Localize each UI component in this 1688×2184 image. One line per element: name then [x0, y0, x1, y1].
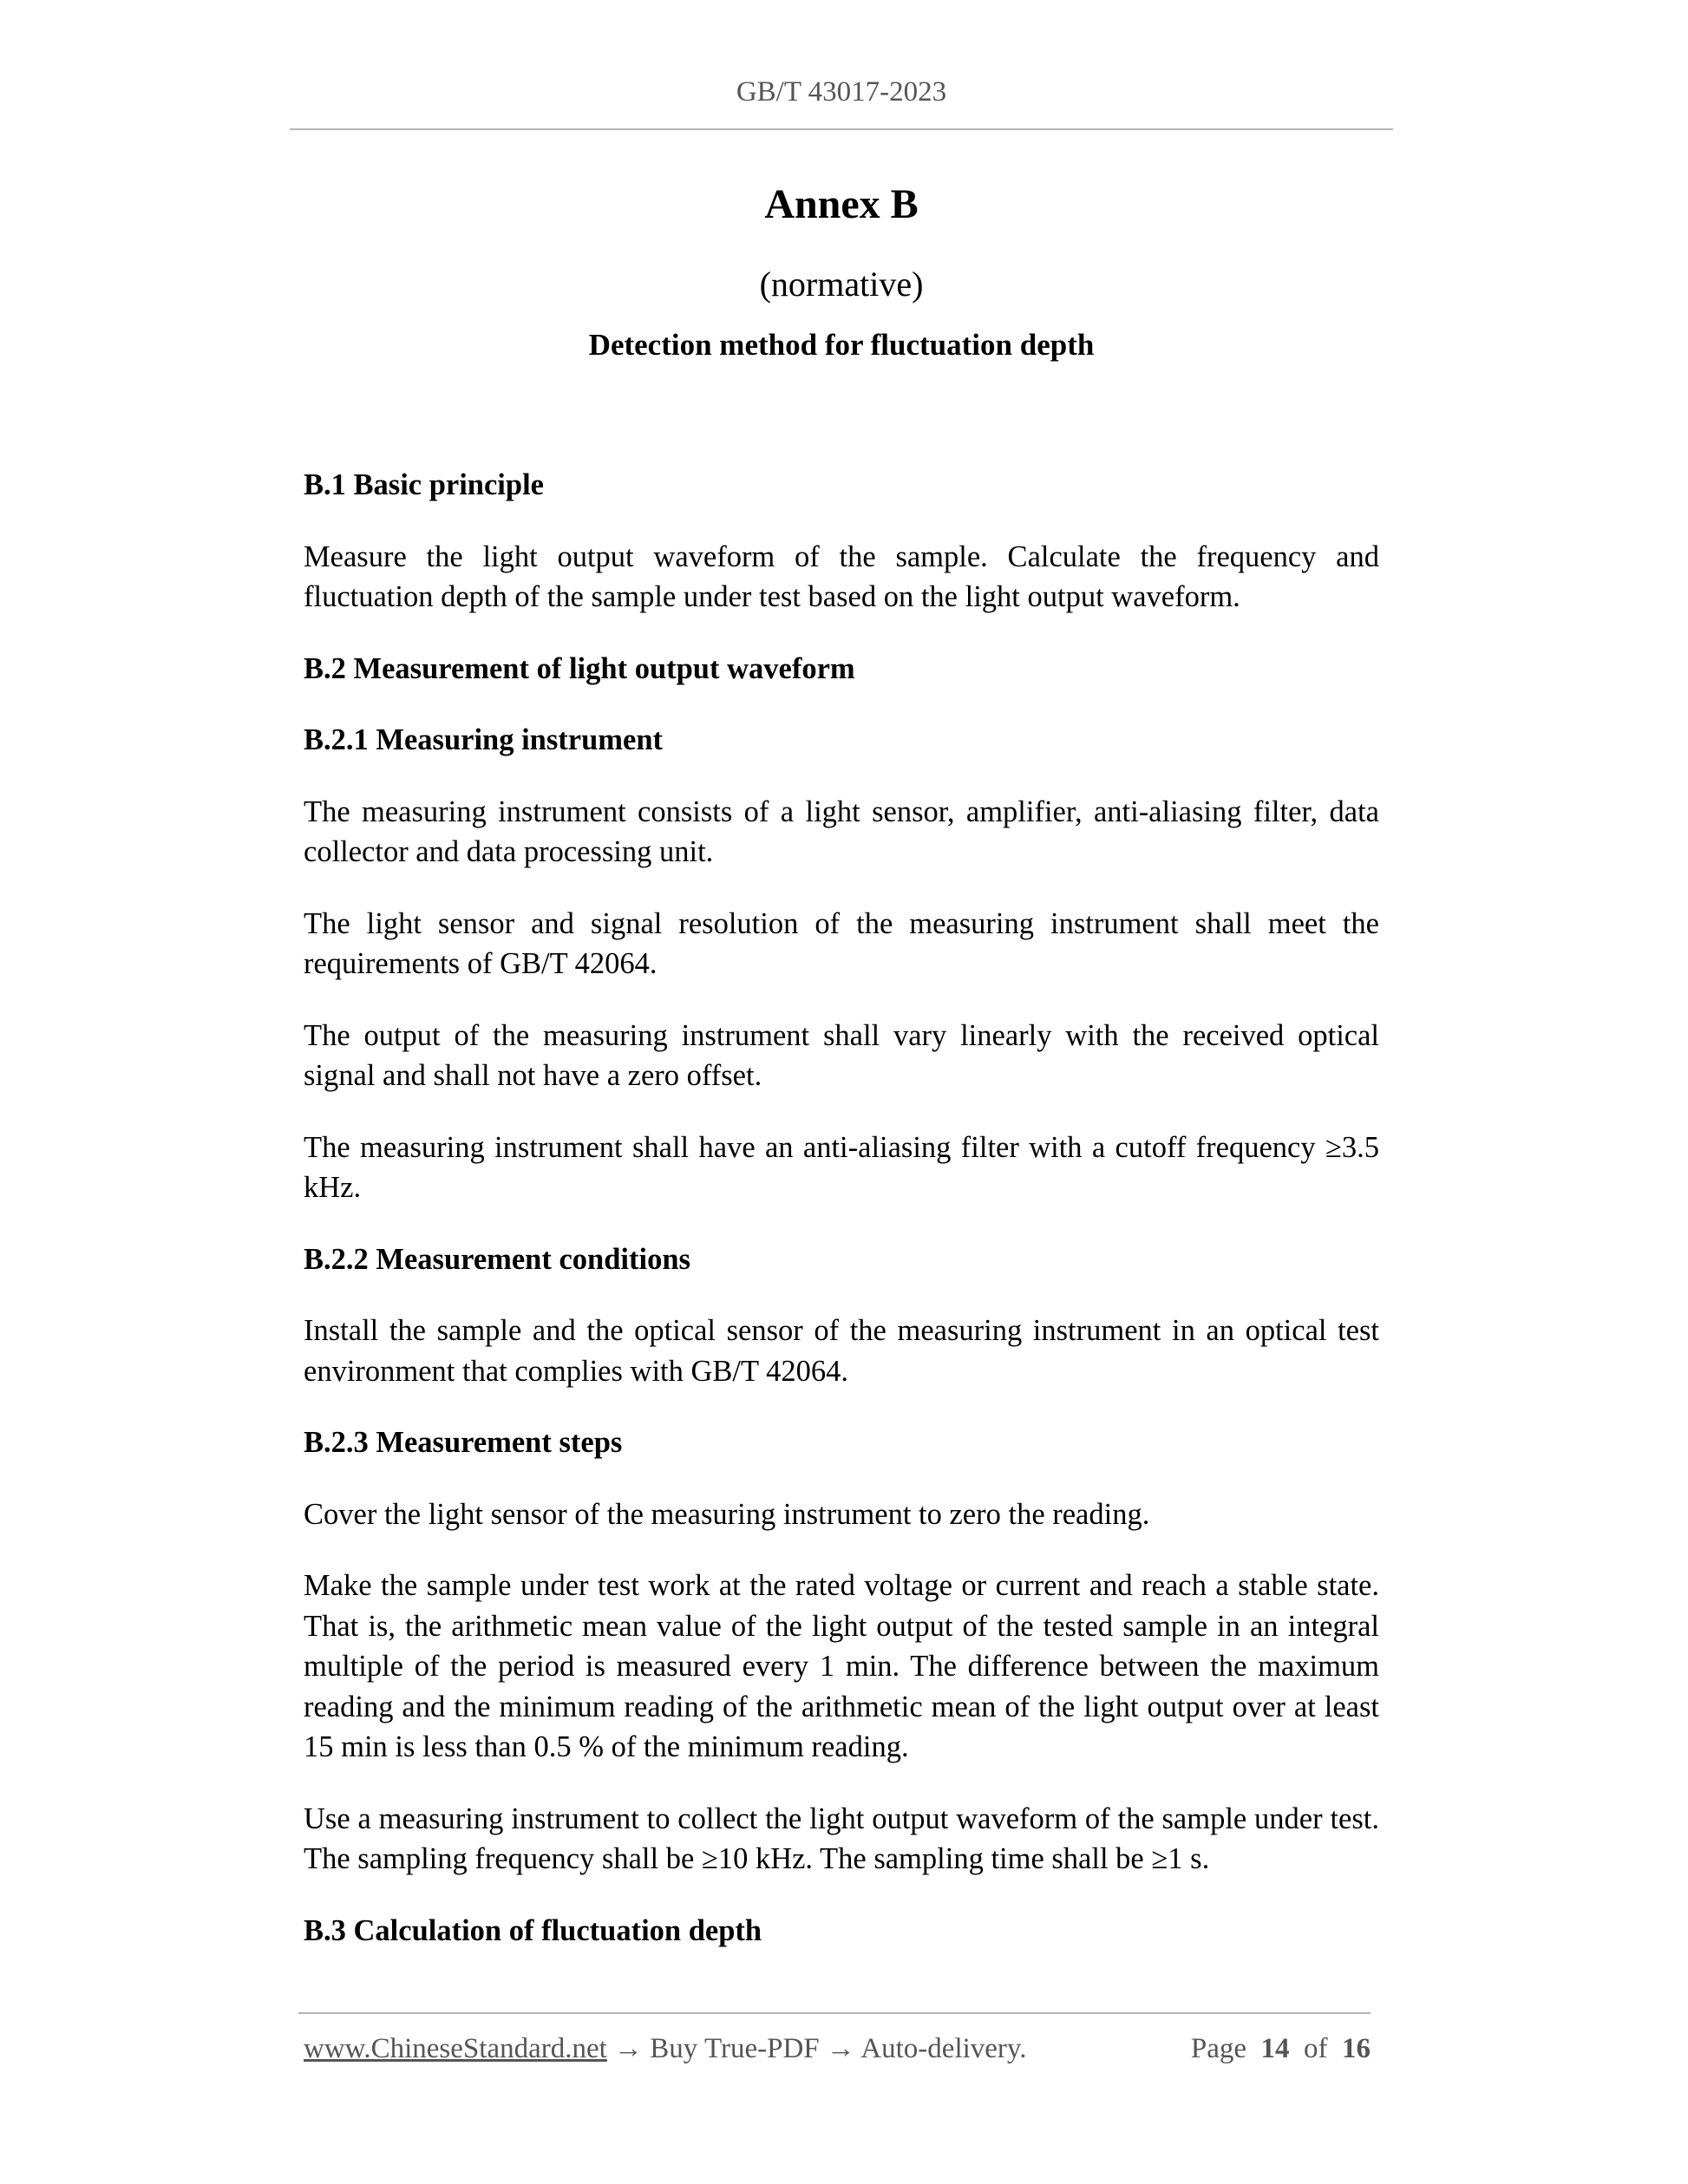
- annex-title: Annex B: [764, 181, 919, 227]
- paragraph-b21-1: The measuring instrument consists of a light sensor, amplifier, anti-aliasing filter, data collector and data processing unit.: [304, 794, 1379, 868]
- paragraph-b21-3: The output of the measuring instrument shall vary linearly with the received optical signal and shall not have a zero offset.: [304, 1018, 1379, 1092]
- page-header-standard-code: GB/T 43017-2023: [736, 76, 947, 108]
- paragraph-b1-1: Measure the light output waveform of the sample. Calculate the frequency and fluctuation depth of the sample under test based on the light output waveform.: [304, 539, 1379, 613]
- page-current: 14: [1260, 2033, 1290, 2064]
- section-heading-b22: B.2.2 Measurement conditions: [304, 1242, 690, 1276]
- footer-promo-text: → Buy True-PDF → Auto-delivery.: [606, 2033, 1027, 2064]
- paragraph-b23-3: Use a measuring instrument to collect the light output waveform of the sample under test. The sampling frequency shall be ≥10 kHz. The sampling time shall be ≥1 s.: [304, 1801, 1379, 1875]
- paragraph-b21-4: The measuring instrument shall have an anti-aliasing filter with a cutoff frequency ≥3.5 kHz.: [304, 1130, 1379, 1204]
- section-heading-b23: B.2.3 Measurement steps: [304, 1426, 623, 1459]
- website-link[interactable]: www.ChineseStandard.net: [304, 2033, 607, 2064]
- paragraph-b23-1: Cover the light sensor of the measuring instrument to zero the reading.: [304, 1497, 1150, 1531]
- paragraph-b22-1: Install the sample and the optical sensor of the measuring instrument in an optical test environment that complies with GB/T 42064.: [304, 1314, 1379, 1388]
- section-heading-b1: B.1 Basic principle: [304, 468, 544, 501]
- section-heading-b21: B.2.1 Measuring instrument: [304, 723, 663, 756]
- paragraph-b21-2: The light sensor and signal resolution of the measuring instrument shall meet the requirements of GB/T 42064.: [304, 906, 1379, 980]
- page-footer: [304, 2033, 1371, 2065]
- document-body: [304, 465, 1379, 1982]
- annex-heading: Detection method for fluctuation depth: [588, 328, 1095, 362]
- annex-subtitle: (normative): [759, 265, 924, 304]
- page-total: 16: [1342, 2033, 1371, 2064]
- header-divider: [290, 128, 1393, 130]
- footer-promo: [304, 2033, 1027, 2065]
- page-label: Page: [1190, 2033, 1246, 2064]
- section-heading-b2: B.2 Measurement of light output waveform: [304, 651, 855, 685]
- section-heading-b3: B.3 Calculation of fluctuation depth: [304, 1913, 762, 1947]
- page-number: [1191, 2033, 1371, 2065]
- of-label: of: [1304, 2033, 1328, 2064]
- paragraph-b23-2: Make the sample under test work at the rated voltage or current and reach a stable state. That is, the arithmetic mean value of the light output of the tested sample in an integral multiple of the period is measured every 1 min. The difference between the maximum reading and the minimum reading of the arithmetic mean of the light output over at least 15 min is less than 0.5 % of the minimum reading.: [304, 1569, 1379, 1763]
- footer-divider: [298, 2012, 1371, 2014]
